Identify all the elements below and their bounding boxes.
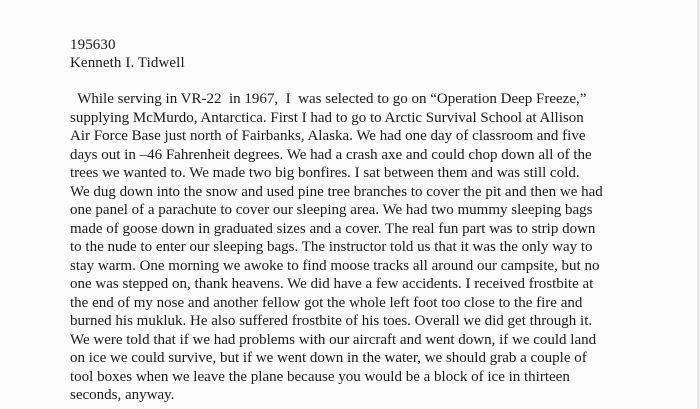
text-line: one was stepped on, thank heavens. We did have a few accidents. I received frostbite at xyxy=(70,276,594,292)
text-line: trees we wanted to. We made two big bonfires. I sat between them and was still cold. xyxy=(70,165,580,181)
document-header xyxy=(70,36,185,72)
author-name: Kenneth I. Tidwell xyxy=(70,55,185,71)
text-line: to the nude to enter our sleeping bags. The instructor told us that it was the only way to xyxy=(70,239,593,255)
text-line: days out in –46 Fahrenheit degrees. We had a crash axe and could chop down all of the xyxy=(70,146,592,163)
text-line: stay warm. One morning we awoke to find moose tracks all around our campsite, but no xyxy=(70,257,600,274)
text-line: We were told that if we had problems with our aircraft and went down, if we could land xyxy=(70,331,597,348)
text-line: made of goose down in graduated sizes and a cover. The real fun part was to strip down xyxy=(70,220,596,237)
document-id-number: 195630 xyxy=(70,37,116,53)
text-line: supplying McMurdo, Antarctica. First I had to go to Arctic Survival School at Allison xyxy=(70,109,584,126)
text-line: tool boxes when we leave the plane because you would be a block of ice in thirteen xyxy=(70,368,570,385)
narrative-paragraph xyxy=(70,90,700,405)
text-line: While serving in VR-22 in 1967, I was selected to go on “Operation Deep Freeze,” xyxy=(70,91,587,107)
text-line: burned his mukluk. He also suffered frostbite of his toes. Overall we did get through it. xyxy=(70,313,593,329)
text-line: We dug down into the snow and used pine tree branches to cover the pit and then we had xyxy=(70,183,603,200)
text-line: on ice we could survive, but if we went down in the water, we should grab a couple of xyxy=(70,350,587,366)
text-line: the end of my nose and another fellow got the whole left foot too close to the fire and xyxy=(70,294,583,311)
text-line: seconds, anyway. xyxy=(70,387,175,403)
text-line: one panel of a parachute to cover our sleeping area. We had two mummy sleeping bags xyxy=(70,202,593,218)
text-line: Air Force Base just north of Fairbanks, Alaska. We had one day of classroom and five xyxy=(70,128,586,144)
